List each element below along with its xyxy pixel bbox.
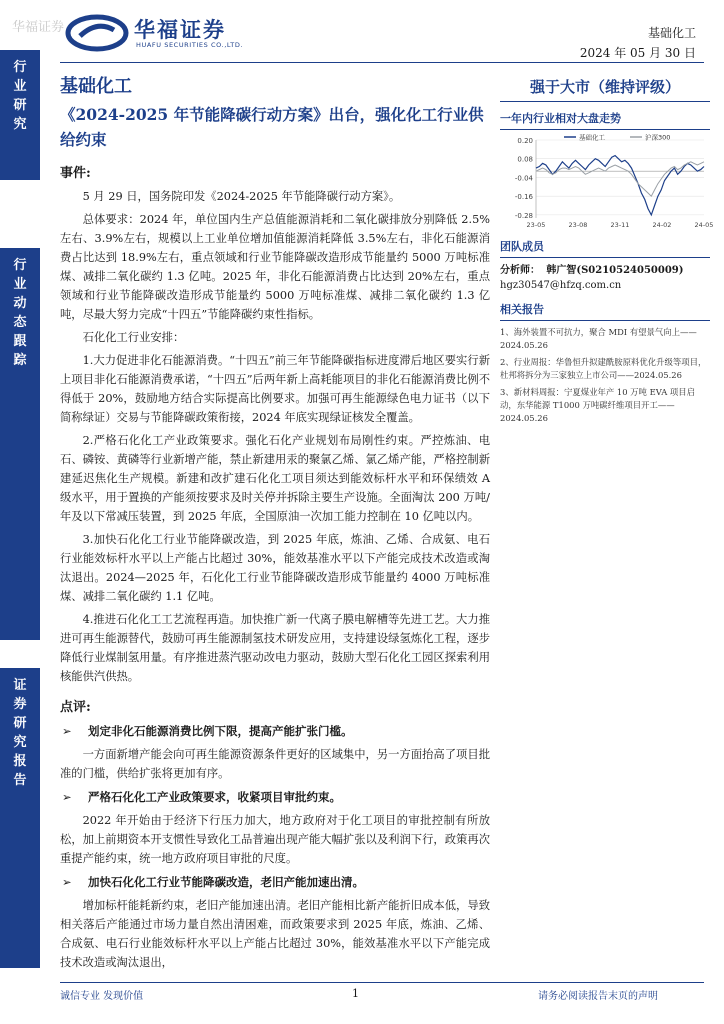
comment-body: 增加标杆能耗新约束，老旧产能加速出清。老旧产能相比新产能折旧成本低，导致相关落后产能通过市场力量自然出清困难，而政策要求到 2025 年底，炼油、乙烯、合成氨、电石行业能效标杆水平以上产能占比超过 30%，能效基准水平以下产能完成技术改造或淘汰退出，: [60, 899, 490, 969]
comment-heading: [60, 787, 490, 807]
side-tab-tracking: [0, 248, 40, 640]
page-number: 1: [352, 987, 359, 1000]
related-reports-list: [500, 326, 710, 425]
side-tab-research: [0, 50, 40, 180]
analyst-email[interactable]: hgz30547@hfzq.com.cn: [500, 280, 622, 291]
event-paragraph: 5 月 29 日，国务院印发《2024-2025 年节能降碳行动方案》。: [82, 190, 401, 203]
analyst-block: [500, 263, 710, 293]
logo-company-english: HUAFU SECURITIES CO.,LTD.: [136, 41, 244, 49]
watermark-text: 华福证券: [12, 20, 65, 35]
event-paragraph: 4.推进石化化工工艺流程再造。加快推广新一代离子膜电解槽等先进工艺。大力推进可再生能源替代，鼓励可再生能源制氢技术研发应用，支持建设绿氢炼化工程，逐步降低行业煤制氢用量。有序推进蒸汽驱动改电力驱动，鼓励大型石化化工园区探索利用核能供汽供热。: [60, 613, 490, 683]
side-tab-char: 态: [13, 315, 27, 330]
chart-legend-label: 沪深300: [645, 133, 671, 142]
side-tab-char: 业: [13, 277, 27, 292]
header-date: 2024 年 05 月 30 日: [579, 46, 696, 60]
event-label: 事件:: [60, 166, 91, 181]
side-tab-char: 报: [13, 754, 27, 769]
side-tab-char: 踪: [13, 353, 27, 368]
footer-divider: [60, 982, 704, 983]
side-tab-char: 告: [13, 773, 27, 788]
comment-section: [60, 721, 490, 972]
analyst-name: 韩广智(S0210524050009): [546, 265, 684, 276]
comment-body: 一方面新增产能会向可再生能源资源条件更好的区域集中，另一方面抬高了项目批准的门槛，供给扩张将更加有序。: [60, 748, 490, 780]
chart-xtick-label: 23-11: [610, 221, 630, 229]
event-paragraph: 石化化工行业安排：: [82, 331, 185, 344]
comment-heading-text: 严格石化化工产业政策要求，收紧项目审批约束。: [88, 790, 341, 804]
event-paragraph: 3.加快石化化工行业节能降碳改造，到 2025 年底，炼油、乙烯、合成氨、电石行业能效标杆水平以上产能占比超过 30%，能效基准水平以下产能完成技术改造或淘汰退出。2024—2025 年，石化化工行业节能降碳改造形成节能量约 4000 万吨标准煤、减排二氧化碳约 1.1 亿吨。: [60, 533, 490, 603]
footer-slogan: 诚信专业 发现价值: [60, 991, 144, 1002]
side-tab-char: 究: [13, 735, 27, 750]
arrow-bullet-icon: ➢: [62, 724, 72, 738]
chart-heading: 一年内行业相对大盘走势: [500, 110, 710, 130]
side-tab-char: 研: [13, 716, 27, 731]
main-column: [60, 72, 490, 976]
side-tab-char: 业: [13, 79, 27, 94]
comment-heading: [60, 721, 490, 741]
rating-badge: 强于大市（维持评级）: [500, 72, 710, 102]
chart-ytick-label: -0.04: [514, 174, 533, 183]
company-logo-icon: [66, 14, 128, 52]
arrow-bullet-icon: ➢: [62, 875, 72, 889]
side-tab-char: 证: [13, 678, 27, 693]
event-paragraph: 总体要求：2024 年，单位国内生产总值能源消耗和二氧化碳排放分别降低 2.5%左右、3.9%左右，规模以上工业单位增加值能源消耗降低 3.5%左右，非化石能源消费占比达到 18.9%左右，重点领域和行业节能降碳改造形成节能量约 5000 万吨标准煤、减排二氧化碳约 1.3 亿吨。2025 年，非化石能源消费占比达到 20%左右，重点领域和行业节能降碳改造形成节能量约 5000 万吨标准煤、减排二氧化碳约 1.3 亿吨，尽最大努力完成“十四五”节能降碳约束性指标。: [60, 213, 490, 321]
chart-ytick-label: 0.08: [517, 155, 533, 164]
logo-company-name: 华福证券: [134, 18, 226, 42]
chart-legend-label: 基础化工: [579, 133, 605, 142]
comment-heading-text: 划定非化石能源消费比例下限，提高产能扩张门槛。: [88, 724, 353, 738]
side-tab-char: 究: [13, 117, 27, 132]
related-report-item[interactable]: 3、新材料周报：宁夏煤业年产 10 万吨 EVA 项目启动，东华能源 T1000 万吨碳纤维项目开工——2024.05.26: [500, 387, 696, 423]
arrow-bullet-icon: ➢: [62, 790, 72, 804]
chart-xtick-label: 24-02: [652, 221, 672, 229]
comment-body: 2022 年开始由于经济下行压力加大，地方政府对于化工项目的审批控制有所放松，加上前期资本开支惯性导致化工品普遍出现产能大幅扩张以及利润下行，政策再次重提产能约束，统一地方政府项目审批的尺度。: [60, 814, 490, 865]
side-tab-char: 跟: [13, 334, 27, 349]
chart-ytick-label: -0.28: [514, 211, 533, 220]
performance-chart-svg: [500, 133, 714, 230]
chart-ytick-label: 0.20: [517, 137, 533, 145]
sidebar-column: [500, 72, 714, 429]
chart-xtick-label: 23-05: [526, 221, 546, 229]
related-heading: 相关报告: [500, 301, 710, 321]
page-header: [0, 0, 724, 62]
side-tab-char: 研: [13, 98, 27, 113]
chart-ytick-label: -0.16: [514, 193, 533, 202]
event-section: [60, 187, 490, 686]
header-divider: [60, 62, 704, 63]
doc-title: 《2024-2025 年节能降碳行动方案》出台，强化化工行业供给约束: [60, 105, 484, 149]
chart-xtick-label: 23-08: [568, 221, 588, 229]
side-tab-report: [0, 668, 40, 968]
comment-heading-text: 加快石化化工行业节能降碳改造，老旧产能加速出清。: [88, 875, 364, 889]
side-tab-char: 券: [13, 697, 27, 712]
side-tab-char: 行: [13, 258, 27, 273]
header-category: 基础化工: [647, 26, 696, 40]
side-tab-char: 行: [13, 60, 27, 75]
side-tab-char: 动: [13, 296, 27, 311]
event-paragraph: 1.大力促进非化石能源消费。“十四五”前三年节能降碳指标进度滞后地区要实行新上项目非化石能源消费承诺，“十四五”后两年新上高耗能项目的非化石能源消费比例不得低于 20%，鼓励地方结合实际提高比例要求。加强可再生能源绿色电力证书（以下简称绿证）交易与节能降碳政策衔接，2024 年底实现绿证核发全覆盖。: [60, 354, 490, 424]
doc-category: 基础化工: [60, 76, 132, 97]
comment-heading: [60, 872, 490, 892]
analyst-label: 分析师：: [500, 265, 540, 276]
related-report-item[interactable]: 1、海外装置不可抗力，聚合 MDI 有望景气向上——2024.05.26: [500, 327, 697, 350]
relative-performance-chart: [500, 133, 714, 230]
event-paragraph: 2.严格石化化工产业政策要求。强化石化产业规划布局刚性约束。严控炼油、电石、磷铵、黄磷等行业新增产能，禁止新建用汞的聚氯乙烯、氯乙烯产能，严格控制新建延迟焦化生产规模。新建和改扩建石化化工项目须达到能效标杆水平和环保绩效 A 级水平，用于置换的产能须按要求及时关停并拆除主要生产设施。全面淘汰 200 万吨/年及以下常减压装置，到 2025 年底，全国原油一次加工能力控制在 10 亿吨以内。: [60, 434, 490, 523]
footer-disclaimer: 请务必阅读报告末页的声明: [538, 991, 658, 1002]
team-heading: 团队成员: [500, 238, 710, 258]
chart-xtick-label: 24-05: [694, 221, 714, 229]
chart-series-line: [536, 156, 704, 215]
chart-series-line: [536, 162, 704, 196]
related-report-item[interactable]: 2、行业周报：华鲁恒升拟建酰胺原料优化升级等项目，杜邦将拆分为三家独立上市公司——2024.05.26: [500, 357, 707, 380]
comment-label: 点评:: [60, 700, 91, 715]
